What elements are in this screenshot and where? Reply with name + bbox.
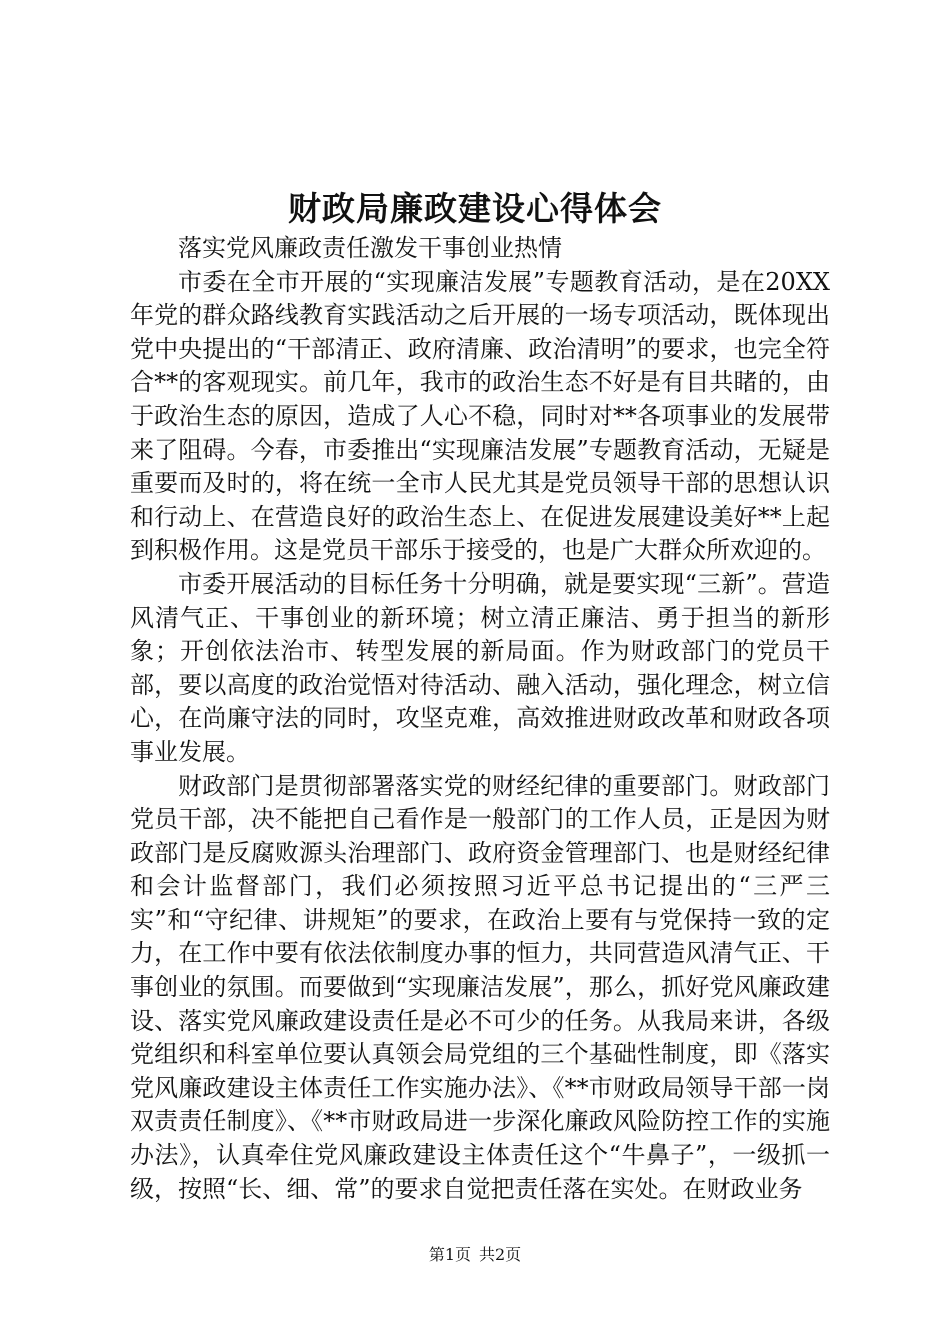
document-body [130, 232, 830, 1206]
page-footer [0, 1244, 950, 1266]
body-paragraph: 市委开展活动的目标任务十分明确，就是要实现“三新”。营造风清气正、干事创业的新环境；树立清正廉洁、勇于担当的新形象；开创依法治市、转型发展的新局面。作为财政部门的党员干部，要以高度的政治觉悟对待活动、融入活动，强化理念，树立信心，在尚廉守法的同时，攻坚克难，高效推进财政改革和财政各项事业发展。 [130, 569, 830, 766]
document-title: 财政局廉政建设心得体会 [288, 189, 662, 228]
body-paragraph: 财政部门是贯彻部署落实党的财经纪律的重要部门。财政部门党员干部，决不能把自己看作是一般部门的工作人员，正是因为财政部门是反腐败源头治理部门、政府资金管理部门、也是财经纪律和会计监督部门，我们必须按照习近平总书记提出的“三严三实”和“守纪律、讲规矩”的要求，在政治上要有与党保持一致的定力，在工作中要有依法依制度办事的恒力，共同营造风清气正、干事创业的氛围。而要做到“实现廉洁发展”，那么，抓好党风廉政建设、落实党风廉政建设责任是必不可少的任务。从我局来讲，各级党组织和科室单位要认真领会局党组的三个基础性制度，即《落实党风廉政建设主体责任工作实施办法》、《**市财政局领导干部一岗双责责任制度》、《**市财政局进一步深化廉政风险防控工作的实施办法》，认真牵住党风廉政建设主体责任这个“牛鼻子”，一级抓一级，按照“长、细、常”的要求自觉把责任落在实处。在财政业务 [130, 771, 830, 1203]
subtitle-paragraph: 落实党风廉政责任激发干事创业热情 [178, 234, 562, 262]
page-number: 第1页 [428, 1245, 471, 1264]
page-total: 共2页 [479, 1245, 522, 1264]
body-paragraph: 市委在全市开展的“实现廉洁发展”专题教育活动，是在20XX年党的群众路线教育实践活动之后开展的一场专项活动，既体现出党中央提出的“干部清正、政府清廉、政治清明”的要求，也完全符合**的客观现实。前几年，我市的政治生态不好是有目共睹的，由于政治生态的原因，造成了人心不稳，同时对**各项事业的发展带来了阻碍。今春，市委推出“实现廉洁发展”专题教育活动，无疑是重要而及时的，将在统一全市人民尤其是党员领导干部的思想认识和行动上、在营造良好的政治生态上、在促进发展建设美好**上起到积极作用。这是党员干部乐于接受的，也是广大群众所欢迎的。 [130, 267, 830, 565]
